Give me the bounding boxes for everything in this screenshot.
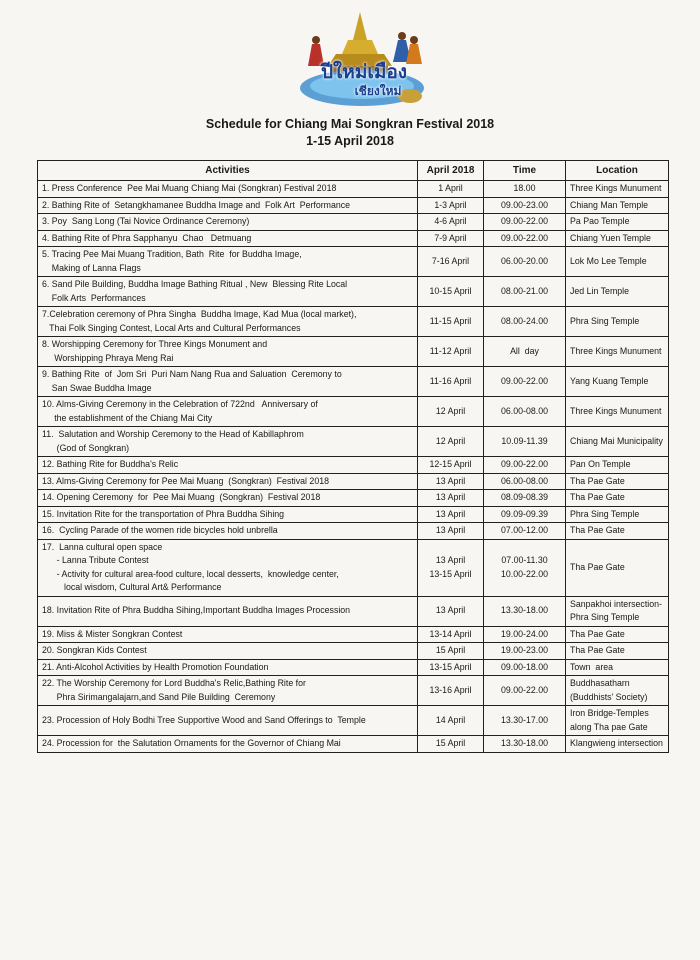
activity-line: - Lanna Tribute Contest (42, 555, 149, 565)
time-line: 09.00-23.00 (501, 199, 548, 210)
location-line: Tha Pae Gate (570, 492, 625, 502)
cell-activity (38, 247, 418, 277)
table-row (38, 181, 669, 198)
cell-activity (38, 626, 418, 643)
table-row (38, 397, 669, 427)
cell-time (484, 197, 566, 214)
date-line: 15 April (435, 645, 466, 655)
time-line: 10.00-22.00 (501, 568, 548, 579)
cell-activity (38, 397, 418, 427)
date-line: 4-6 April (434, 216, 467, 226)
date-line: 13 April (435, 508, 466, 519)
cell-location (566, 706, 669, 736)
cell-location (566, 337, 669, 367)
cell-date (418, 643, 484, 660)
date-line: 13 April (435, 475, 466, 486)
cell-time (484, 506, 566, 523)
cell-activity (38, 659, 418, 676)
activity-line: 9. Bathing Rite of Jom Sri Puri Nam Nang Rua and Saluation Ceremony to (42, 369, 342, 379)
cell-time (484, 427, 566, 457)
date-line: 1-3 April (434, 199, 467, 210)
activity-line: Worshipping Phraya Meng Rai (42, 352, 174, 363)
time-line: 07.00-12.00 (501, 525, 548, 535)
table-row (38, 706, 669, 736)
table-row (38, 367, 669, 397)
cell-date (418, 523, 484, 540)
activity-line: the establishment of the Chiang Mai City (42, 412, 213, 423)
location-line: along Tha pae Gate (570, 721, 648, 732)
date-line: 13 April (435, 492, 466, 502)
header-date: April 2018 (418, 161, 484, 181)
activity-line: 2. Bathing Rite of Setangkhamanee Buddha Image and Folk Art Performance (42, 199, 351, 210)
cell-time (484, 596, 566, 626)
cell-date (418, 367, 484, 397)
location-line: Tha Pae Gate (570, 645, 625, 655)
time-line: 09.00-22.00 (501, 232, 548, 243)
logo-text-line1: ปีใหม่เมือง (320, 61, 408, 83)
cell-activity (38, 596, 418, 626)
header-activities: Activities (38, 161, 418, 181)
time-line: 09.09-09.39 (501, 508, 548, 519)
location-line: Phra Sing Temple (570, 612, 640, 622)
cell-location (566, 596, 669, 626)
cell-activity (38, 230, 418, 247)
cell-location (566, 626, 669, 643)
table-header-row (38, 161, 669, 181)
cell-activity (38, 643, 418, 660)
table-row (38, 307, 669, 337)
cell-date (418, 506, 484, 523)
cell-location (566, 506, 669, 523)
cell-date (418, 214, 484, 231)
cell-date (418, 659, 484, 676)
date-line: 13-15 April (429, 661, 472, 672)
time-line (488, 541, 561, 555)
cell-location (566, 367, 669, 397)
cell-date (418, 626, 484, 643)
time-line: All day (510, 345, 539, 356)
cell-date (418, 473, 484, 490)
cell-location (566, 473, 669, 490)
table-row (38, 197, 669, 214)
cell-activity (38, 706, 418, 736)
cell-time (484, 230, 566, 247)
location-line: Phra Sing Temple (570, 315, 640, 326)
time-line: 13.30-17.00 (501, 714, 548, 725)
time-line: 08.00-21.00 (501, 285, 548, 296)
cell-time (484, 307, 566, 337)
activity-line: 10. Alms-Giving Ceremony in the Celebration of 722nd Anniversary of (42, 399, 318, 409)
table-row (38, 643, 669, 660)
date-line: 13 April (435, 605, 466, 616)
activity-line: 8. Worshipping Ceremony for Three Kings Monument and (42, 339, 268, 349)
time-line: 19.00-23.00 (501, 645, 548, 655)
date-line: 11-15 April (429, 315, 472, 326)
cell-time (484, 181, 566, 198)
cell-location (566, 230, 669, 247)
activity-line: Folk Arts Performances (42, 292, 146, 303)
location-line: Jed Lin Temple (570, 285, 630, 296)
time-line: 06.00-20.00 (501, 255, 548, 266)
location-line: Tha Pae Gate (570, 628, 625, 639)
cell-time (484, 457, 566, 474)
cell-date (418, 337, 484, 367)
cell-location (566, 523, 669, 540)
cell-location (566, 214, 669, 231)
location-line: Yang Kuang Temple (570, 375, 649, 386)
location-line: Chiang Mai Municipality (570, 435, 663, 446)
table-row (38, 523, 669, 540)
time-line: 06.00-08.00 (501, 475, 548, 486)
table-row (38, 659, 669, 676)
cell-location (566, 539, 669, 596)
activity-line: local wisdom, Cultural Art& Performance (42, 582, 222, 592)
date-line: 11-16 April (429, 375, 472, 386)
table-row (38, 457, 669, 474)
activity-line: 20. Songkran Kids Contest (42, 645, 147, 655)
cell-date (418, 676, 484, 706)
location-line: Chiang Yuen Temple (570, 232, 651, 243)
activity-line: 17. Lanna cultural open space (42, 541, 163, 552)
cell-date (418, 596, 484, 626)
date-line: 13-16 April (429, 684, 472, 695)
location-line: Lok Mo Lee Temple (570, 255, 647, 266)
cell-activity (38, 337, 418, 367)
cell-location (566, 659, 669, 676)
location-line: (Buddhists' Society) (570, 691, 648, 702)
cell-date (418, 539, 484, 596)
schedule-table (37, 160, 669, 753)
location-line: Buddhasatharn (570, 678, 630, 688)
location-line: Chiang Man Temple (570, 199, 649, 210)
time-line: 07.00-11.30 (501, 555, 548, 565)
cell-activity (38, 736, 418, 753)
location-line: Tha Pae Gate (570, 475, 625, 486)
time-line: 09.00-18.00 (501, 661, 548, 672)
time-line: 06.00-08.00 (501, 405, 548, 416)
cell-location (566, 397, 669, 427)
location-line: Tha Pae Gate (570, 561, 625, 572)
cell-date (418, 457, 484, 474)
cell-activity (38, 214, 418, 231)
table-row (38, 277, 669, 307)
cell-time (484, 626, 566, 643)
cell-activity (38, 197, 418, 214)
cell-location (566, 427, 669, 457)
cell-activity (38, 181, 418, 198)
cell-time (484, 523, 566, 540)
activity-line: 5. Tracing Pee Mai Muang Tradition, Bath Rite for Buddha Image, (42, 249, 302, 259)
location-line: Phra Sing Temple (570, 508, 640, 519)
activity-line: San Swae Buddha Image (42, 382, 152, 393)
activity-line: 15. Invitation Rite for the transportation of Phra Buddha Sihing (42, 508, 285, 519)
cell-activity (38, 523, 418, 540)
activity-line: 23. Procession of Holy Bodhi Tree Supportive Wood and Sand Offerings to Temple (42, 714, 366, 725)
location-line: Three Kings Munument (570, 405, 662, 416)
document-title (0, 116, 700, 150)
table-row (38, 473, 669, 490)
date-line: 10-15 April (429, 285, 472, 296)
cell-activity (38, 539, 418, 596)
date-line: 12 April (435, 435, 466, 446)
cell-date (418, 397, 484, 427)
time-line: 13.30-18.00 (501, 605, 548, 616)
cell-time (484, 643, 566, 660)
activity-line: 22. The Worship Ceremony for Lord Buddha's Relic,Bathing Rite for (42, 678, 306, 688)
activity-line: 1. Press Conference Pee Mai Muang Chiang Mai (Songkran) Festival 2018 (42, 183, 337, 193)
activity-line: 4. Bathing Rite of Phra Sapphanyu Chao Detmuang (42, 232, 252, 243)
activity-line: 19. Miss & Mister Songkran Contest (42, 628, 183, 639)
activity-line: 14. Opening Ceremony for Pee Mai Muang (Songkran) Festival 2018 (42, 492, 321, 502)
cell-activity (38, 676, 418, 706)
table-row (38, 676, 669, 706)
time-line: 09.00-22.00 (501, 375, 548, 386)
time-line: 09.00-22.00 (501, 459, 548, 469)
activity-line: Thai Folk Singing Contest, Local Arts and Cultural Performances (42, 322, 301, 333)
time-line: 10.09-11.39 (501, 435, 548, 446)
activity-line: 16. Cycling Parade of the women ride bicycles hold unbrella (42, 525, 278, 535)
cell-activity (38, 427, 418, 457)
table-body (38, 181, 669, 753)
cell-time (484, 659, 566, 676)
activity-line: 24. Procession for the Salutation Ornaments for the Governor of Chiang Mai (42, 738, 341, 748)
activity-line: Phra Sirimangalajarn,and Sand Pile Building Ceremony (42, 691, 276, 702)
table-row (38, 506, 669, 523)
cell-time (484, 539, 566, 596)
location-line: Three Kings Munument (570, 183, 662, 193)
cell-time (484, 277, 566, 307)
header-location: Location (566, 161, 669, 181)
activity-line: 3. Poy Sang Long (Tai Novice Ordinance Ceremony) (42, 216, 250, 226)
table-row (38, 247, 669, 277)
location-line: Tha Pae Gate (570, 525, 625, 535)
table-row (38, 539, 669, 596)
time-line (488, 581, 561, 595)
table-row (38, 230, 669, 247)
date-line: 13 April (435, 555, 466, 565)
cell-time (484, 337, 566, 367)
cell-activity (38, 277, 418, 307)
cell-date (418, 427, 484, 457)
table-row (38, 427, 669, 457)
table-row (38, 626, 669, 643)
date-line: 14 April (435, 714, 466, 725)
logo-text-line2: เชียงใหม่ (354, 84, 402, 98)
date-line: 15 April (435, 738, 466, 748)
date-line: 7-9 April (434, 232, 467, 243)
table-row (38, 736, 669, 753)
date-line: 13 April (435, 525, 466, 535)
cell-activity (38, 367, 418, 397)
cell-location (566, 197, 669, 214)
cell-location (566, 307, 669, 337)
time-line: 09.00-22.00 (501, 216, 548, 226)
cell-time (484, 490, 566, 507)
cell-time (484, 247, 566, 277)
cell-date (418, 307, 484, 337)
cell-activity (38, 307, 418, 337)
date-line: 12-15 April (429, 459, 472, 469)
cell-activity (38, 506, 418, 523)
location-line: Klangwieng intersection (570, 738, 663, 748)
date-line: 11-12 April (429, 345, 472, 356)
time-line: 08.09-08.39 (501, 492, 548, 502)
location-line: Sanpakhoi intersection- (570, 598, 662, 609)
date-line: 1 April (438, 183, 463, 193)
cell-date (418, 247, 484, 277)
activity-line: 11. Salutation and Worship Ceremony to the Head of Kabillaphrom (42, 429, 304, 439)
cell-location (566, 736, 669, 753)
date-line: 13-14 April (429, 628, 472, 639)
date-line (422, 541, 479, 555)
location-line: Iron Bridge-Temples (570, 708, 649, 718)
activity-line: - Activity for cultural area-food culture, local desserts, knowledge center, (42, 568, 339, 579)
cell-time (484, 736, 566, 753)
location-line: Town area (570, 661, 614, 672)
date-line: 12 April (435, 405, 466, 416)
cell-location (566, 676, 669, 706)
cell-date (418, 230, 484, 247)
cell-date (418, 490, 484, 507)
cell-time (484, 214, 566, 231)
cell-time (484, 676, 566, 706)
cell-time (484, 397, 566, 427)
cell-date (418, 181, 484, 198)
cell-time (484, 473, 566, 490)
table-row (38, 490, 669, 507)
activity-line: 21. Anti-Alcohol Activities by Health Promotion Foundation (42, 661, 269, 672)
festival-logo (298, 10, 428, 108)
cell-location (566, 277, 669, 307)
title-line1: Schedule for Chiang Mai Songkran Festival 2018 (205, 117, 495, 131)
cell-date (418, 197, 484, 214)
activity-line: 13. Alms-Giving Ceremony for Pee Mai Muang (Songkran) Festival 2018 (42, 475, 330, 486)
title-line2: 1-15 April 2018 (306, 134, 394, 148)
activity-line: Making of Lanna Flags (42, 262, 141, 273)
location-line: Pan On Temple (570, 459, 631, 469)
location-line: Pa Pao Temple (570, 216, 630, 226)
cell-location (566, 181, 669, 198)
cell-date (418, 706, 484, 736)
cell-location (566, 247, 669, 277)
activity-line: (God of Songkran) (42, 442, 130, 453)
cell-date (418, 736, 484, 753)
date-line: 7-16 April (431, 255, 470, 266)
time-line: 18.00 (513, 183, 536, 193)
cell-location (566, 643, 669, 660)
time-line: 09.00-22.00 (501, 684, 548, 695)
date-line: 13-15 April (429, 568, 472, 579)
header-time: Time (484, 161, 566, 181)
cell-time (484, 706, 566, 736)
time-line: 19.00-24.00 (501, 628, 548, 639)
activity-line: 7.Celebration ceremony of Phra Singha Buddha Image, Kad Mua (local market), (42, 309, 357, 319)
location-line: Three Kings Munument (570, 345, 662, 356)
cell-activity (38, 473, 418, 490)
cell-time (484, 367, 566, 397)
table-row (38, 214, 669, 231)
table-row (38, 596, 669, 626)
time-line: 13.30-18.00 (501, 738, 548, 748)
date-line (422, 581, 479, 595)
cell-activity (38, 490, 418, 507)
cell-location (566, 457, 669, 474)
table-row (38, 337, 669, 367)
activity-line: 18. Invitation Rite of Phra Buddha Sihing,Important Buddha Images Procession (42, 605, 351, 616)
activity-line: 6. Sand Pile Building, Buddha Image Bathing Ritual , New Blessing Rite Local (42, 279, 348, 289)
activity-line: 12. Bathing Rite for Buddha's Relic (42, 459, 179, 469)
cell-date (418, 277, 484, 307)
cell-activity (38, 457, 418, 474)
cell-location (566, 490, 669, 507)
time-line: 08.00-24.00 (501, 315, 548, 326)
